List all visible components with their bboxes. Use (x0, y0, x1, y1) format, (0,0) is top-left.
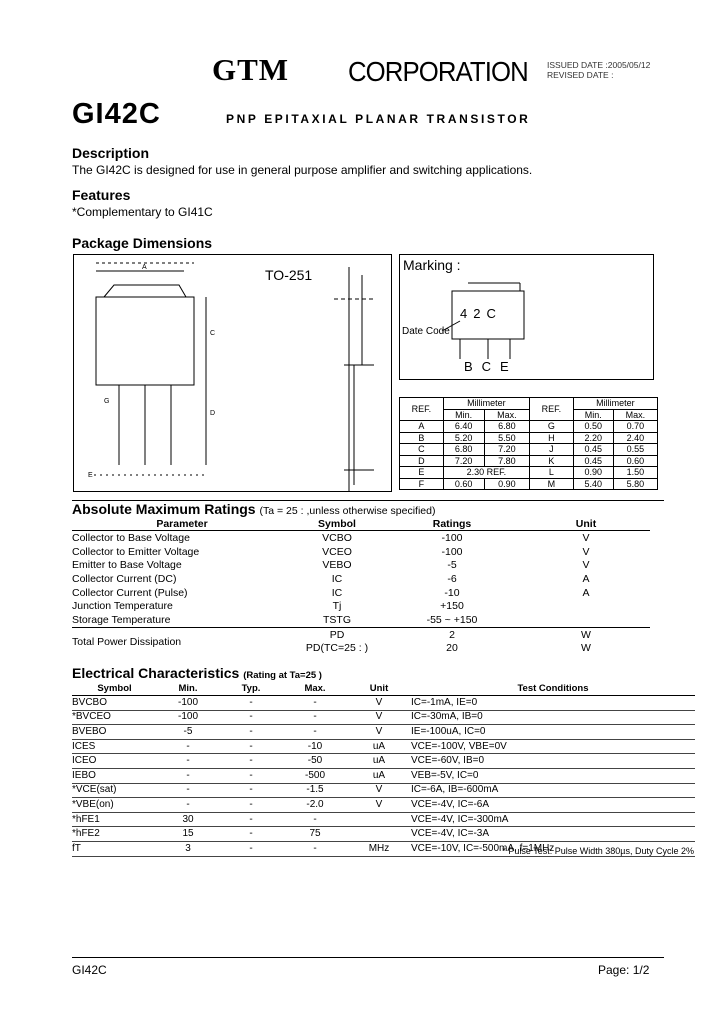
cell: VCE=-4V, IC=-3A (411, 827, 695, 842)
cell: 7.20 (484, 444, 529, 456)
table-row (72, 754, 695, 769)
cell (347, 827, 411, 842)
cell: - (219, 696, 283, 711)
cell: - (157, 739, 219, 754)
cell: - (219, 710, 283, 725)
cell: 2.40 (613, 432, 657, 444)
cell: *hFE2 (72, 827, 157, 842)
cell: V (347, 783, 411, 798)
cell: -100 (157, 710, 219, 725)
col-header: Max. (283, 682, 347, 696)
cell: C (400, 444, 444, 456)
cell: 5.80 (613, 478, 657, 490)
document-dates (547, 60, 650, 80)
cell: 6.40 (443, 421, 484, 433)
cell: PD(TC=25 : ) (305, 642, 369, 655)
cell: - (157, 768, 219, 783)
cell: A (582, 586, 590, 599)
cell: 2 (382, 627, 522, 641)
package-heading: Package Dimensions (72, 235, 213, 251)
cell: 5.20 (443, 432, 484, 444)
cell: - (219, 812, 283, 827)
revised-date: REVISED DATE : (547, 70, 614, 80)
package-name: TO-251 (265, 267, 313, 283)
cell: 3 (157, 841, 219, 856)
cell: - (283, 725, 347, 740)
table-row (72, 768, 695, 783)
table-row (72, 586, 650, 600)
cell: Junction Temperature (72, 600, 173, 613)
cell: - (283, 696, 347, 711)
col-header: Symbol (72, 682, 157, 696)
col-header: Min. (157, 682, 219, 696)
cell: V (347, 696, 411, 711)
features-text: *Complementary to GI41C (72, 205, 213, 219)
footer-divider (72, 957, 664, 958)
cell: - (219, 798, 283, 813)
cell: IC=-1mA, IE=0 (411, 696, 695, 711)
dim-label-c: C (210, 330, 216, 337)
cell: 0.90 (573, 467, 613, 479)
table-row (72, 599, 650, 613)
max-header: Max. (613, 409, 657, 421)
cell: J (530, 444, 574, 456)
dim-label-e: E (88, 472, 93, 479)
elec-title: Electrical Characteristics (72, 665, 240, 681)
table-row (72, 696, 695, 711)
table-row (72, 710, 695, 725)
footer-page: Page: 1/2 (598, 963, 650, 977)
cell: 0.55 (613, 444, 657, 456)
cell: 7.80 (484, 455, 529, 467)
cell: 0.90 (484, 478, 529, 490)
cell: VCE=-60V, IB=0 (411, 754, 695, 769)
marking-outline-icon (400, 255, 653, 379)
table-row (400, 478, 658, 490)
cell: VEBO (322, 559, 352, 572)
table-row (72, 827, 695, 842)
cell: uA (347, 754, 411, 769)
elec-table (72, 682, 695, 857)
description-heading: Description (72, 145, 150, 161)
cell: V (347, 798, 411, 813)
cell: BVCBO (72, 696, 157, 711)
cell: IC=-30mA, IB=0 (411, 710, 695, 725)
table-row (72, 613, 650, 627)
cell: Total Power Dissipation (72, 627, 292, 655)
ref-header: REF. (400, 398, 444, 421)
cell: -100 (441, 531, 463, 544)
marking-code: 42C (460, 306, 502, 321)
cell: IC (331, 586, 343, 599)
cell: VCEO (322, 545, 352, 558)
abs-max-heading (72, 501, 435, 517)
table-row (72, 812, 695, 827)
cell: ICEO (72, 754, 157, 769)
table-row (72, 798, 695, 813)
features-heading: Features (72, 187, 131, 203)
cell: 5.50 (484, 432, 529, 444)
cell: K (530, 455, 574, 467)
dim-label-d: D (210, 410, 216, 417)
cell: Collector Current (DC) (72, 572, 177, 585)
cell: 0.45 (573, 444, 613, 456)
corporation-title: CORPORATION (348, 56, 528, 87)
cell (347, 812, 411, 827)
mm-header: Millimeter (573, 398, 657, 410)
cell: IE=-100uA, IC=0 (411, 725, 695, 740)
cell: - (219, 827, 283, 842)
cell: 0.60 (443, 478, 484, 490)
table-row (72, 783, 695, 798)
cell: VCE=-100V, VBE=0V (411, 739, 695, 754)
cell: TSTG (323, 613, 351, 626)
cell: 0.45 (573, 455, 613, 467)
part-number: GI42C (72, 98, 161, 130)
col-header: Test Conditions (411, 682, 695, 696)
table-row (72, 627, 650, 641)
pulse-test-note: * Pulse Test: Pulse Width 380µs, Duty Cycle 2% (502, 846, 694, 856)
cell: VEB=-5V, IC=0 (411, 768, 695, 783)
cell: VCE=-10V, IC=-500mA, f=1MHz (411, 841, 695, 856)
cell: V (582, 545, 590, 558)
cell: - (157, 783, 219, 798)
part-subtitle: PNP EPITAXIAL PLANAR TRANSISTOR (226, 112, 531, 126)
cell: - (219, 739, 283, 754)
elec-heading (72, 665, 322, 681)
cell: 2.30 REF. (443, 467, 529, 479)
cell: *hFE1 (72, 812, 157, 827)
col-header: Typ. (219, 682, 283, 696)
min-header: Min. (443, 409, 484, 421)
dim-label-g: G (104, 398, 110, 405)
cell: - (283, 812, 347, 827)
cell: B (400, 432, 444, 444)
cell: 5.40 (573, 478, 613, 490)
cell: 30 (157, 812, 219, 827)
cell: A (400, 421, 444, 433)
marking-label: Marking : (403, 257, 461, 273)
table-row (400, 455, 658, 467)
cell: BVEBO (72, 725, 157, 740)
table-row (72, 739, 695, 754)
pin-labels: BCE (464, 359, 518, 374)
cell: IEBO (72, 768, 157, 783)
cell: 20 (446, 642, 458, 655)
table-row (400, 444, 658, 456)
cell: -100 (157, 696, 219, 711)
cell: 1.50 (613, 467, 657, 479)
cell: - (219, 768, 283, 783)
abs-max-condition: (Ta = 25 : ,unless otherwise specified) (259, 505, 436, 517)
cell: D (400, 455, 444, 467)
cell: ICES (72, 739, 157, 754)
cell: 0.70 (613, 421, 657, 433)
cell: W (522, 627, 650, 641)
cell: VCBO (322, 531, 352, 544)
cell: L (530, 467, 574, 479)
cell: - (219, 725, 283, 740)
cell: F (400, 478, 444, 490)
footer-part: GI42C (72, 963, 107, 977)
cell: VCE=-4V, IC=-300mA (411, 812, 695, 827)
cell: - (219, 754, 283, 769)
cell: VCE=-4V, IC=-6A (411, 798, 695, 813)
dimensions-table (399, 397, 658, 490)
abs-max-title: Absolute Maximum Ratings (72, 501, 256, 517)
cell: Storage Temperature (72, 613, 171, 626)
brand-logo: GTM (212, 52, 290, 87)
cell: 75 (283, 827, 347, 842)
cell: Tj (332, 600, 342, 613)
cell: IC=-6A, IB=-600mA (411, 783, 695, 798)
cell: PD (292, 627, 382, 641)
description-text: The GI42C is designed for use in general purpose amplifier and switching applications. (72, 163, 533, 177)
cell: 2.20 (573, 432, 613, 444)
cell: - (219, 841, 283, 856)
date-code-label: Date Code (402, 326, 450, 337)
cell: -55 ~ +150 (426, 613, 478, 626)
cell: -10 (283, 739, 347, 754)
table-row (72, 572, 650, 586)
cell: -5 (157, 725, 219, 740)
table-row (400, 467, 658, 479)
cell: - (283, 841, 347, 856)
cell: V (347, 710, 411, 725)
cell: *VCE(sat) (72, 783, 157, 798)
col-header: Unit (522, 517, 650, 531)
max-header: Max. (484, 409, 529, 421)
cell: Emitter to Base Voltage (72, 559, 182, 572)
table-row (72, 531, 650, 545)
cell: A (582, 572, 590, 585)
table-row (400, 432, 658, 444)
cell: E (400, 467, 444, 479)
cell: Collector Current (Pulse) (72, 586, 188, 599)
cell: G (530, 421, 574, 433)
cell: V (582, 531, 590, 544)
cell: - (219, 783, 283, 798)
package-drawing (73, 254, 392, 492)
cell: 6.80 (484, 421, 529, 433)
col-header: Parameter (72, 517, 292, 531)
cell: uA (347, 739, 411, 754)
cell: -10 (444, 586, 460, 599)
abs-max-table (72, 517, 650, 655)
min-header: Min. (573, 409, 613, 421)
cell: IC (331, 572, 343, 585)
cell: - (157, 798, 219, 813)
cell: -1.5 (283, 783, 347, 798)
cell: -500 (283, 768, 347, 783)
cell: V (347, 725, 411, 740)
cell: MHz (347, 841, 411, 856)
col-header: Symbol (292, 517, 382, 531)
cell: M (530, 478, 574, 490)
cell: -2.0 (283, 798, 347, 813)
cell: Collector to Emitter Voltage (72, 545, 200, 558)
col-header: Unit (347, 682, 411, 696)
cell: 6.80 (443, 444, 484, 456)
cell: - (157, 754, 219, 769)
table-row (72, 558, 650, 572)
cell: +150 (440, 600, 464, 613)
cell: Collector to Base Voltage (72, 531, 190, 544)
package-outline-icon (74, 255, 391, 491)
cell: -100 (441, 545, 463, 558)
cell: fT (72, 841, 157, 856)
table-row (400, 421, 658, 433)
cell: *VBE(on) (72, 798, 157, 813)
cell: W (581, 642, 591, 655)
cell: uA (347, 768, 411, 783)
table-row (72, 545, 650, 559)
cell: 7.20 (443, 455, 484, 467)
ref-header: REF. (530, 398, 574, 421)
cell: 0.50 (573, 421, 613, 433)
cell (522, 599, 650, 613)
mm-header: Millimeter (443, 398, 529, 410)
cell: *BVCEO (72, 710, 157, 725)
cell: 15 (157, 827, 219, 842)
cell: -50 (283, 754, 347, 769)
cell: H (530, 432, 574, 444)
elec-condition: (Rating at Ta=25 ) (243, 670, 322, 681)
cell: V (582, 559, 590, 572)
cell (522, 613, 650, 627)
cell: - (283, 710, 347, 725)
cell: -6 (447, 572, 457, 585)
table-row (72, 725, 695, 740)
cell: 0.60 (613, 455, 657, 467)
issued-date: ISSUED DATE :2005/05/12 (547, 60, 651, 70)
col-header: Ratings (382, 517, 522, 531)
cell: -5 (447, 559, 457, 572)
dim-label-a: A (142, 264, 147, 271)
